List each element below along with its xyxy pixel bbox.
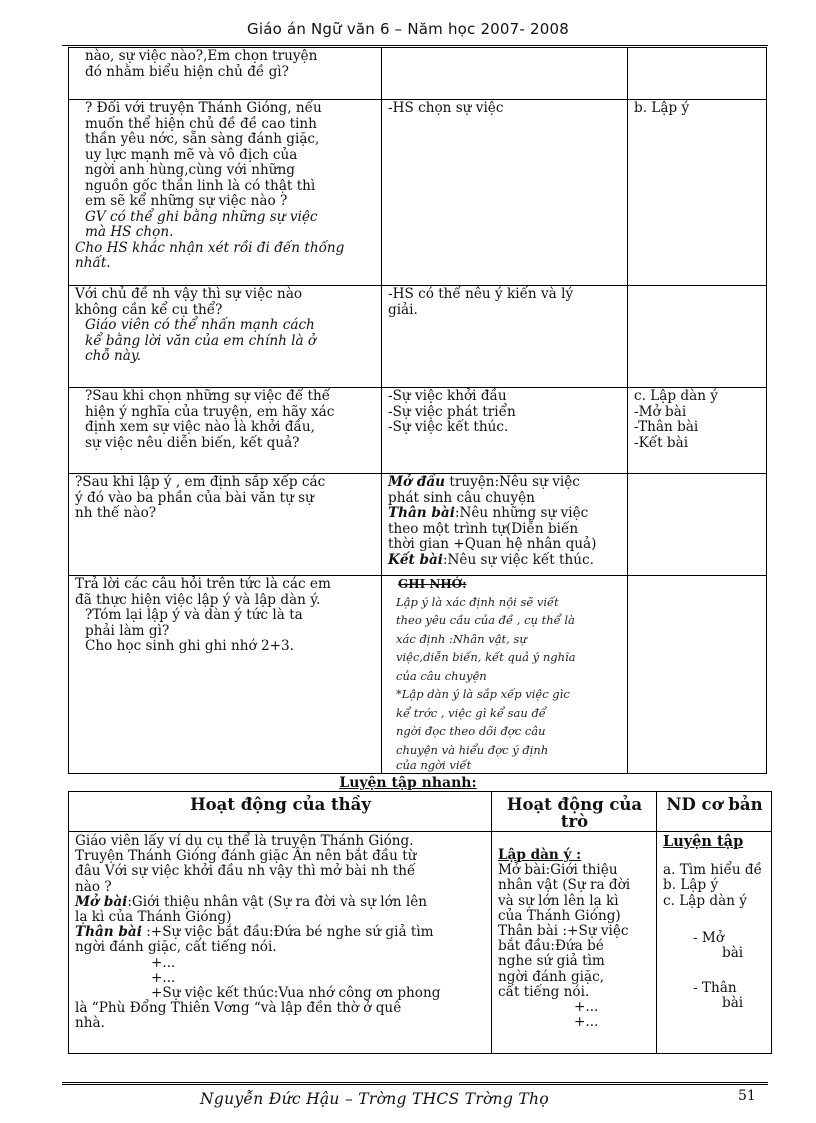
ghi-nho-cell — [382, 576, 628, 774]
header-teacher: Hoạt động của thầy — [69, 792, 492, 832]
text-line: bắt đầu:Đứa bé — [498, 938, 604, 955]
text-line: nhân vật (Sự ra đời — [498, 877, 631, 894]
table-row — [69, 576, 767, 774]
handwritten-line: kể trớc , việc gì kể sau để — [396, 705, 546, 720]
text-line: Truyện Thánh Gióng đánh giặc Ân nên bắt đầu từ — [75, 848, 417, 865]
table-row — [69, 832, 772, 1054]
student-cell — [382, 388, 628, 474]
text-line: lạ kì của Thánh Gióng) — [75, 909, 232, 926]
text-line: a. Tìm hiểu đề — [663, 862, 762, 879]
text-line: muốn thể hiện chủ đề đề cao tinh — [85, 115, 317, 132]
text-line: uy lực mạnh mẽ và vô địch của — [85, 146, 298, 163]
text-line: bài — [722, 945, 744, 962]
text-line: +Sự việc kết thúc:Vua nhớ công ơn phong — [151, 985, 441, 1002]
text-line: đó nhằm biểu hiện chủ đề gì? — [85, 63, 289, 80]
text-line: -Sự việc phát triển — [388, 403, 516, 420]
text-line: ngời anh hùng,cùng với những — [85, 162, 295, 178]
text-line: phát sinh câu chuyện — [388, 489, 535, 506]
table-header-row — [69, 792, 772, 832]
teacher-cell — [69, 832, 492, 1054]
footer-divider — [62, 1082, 768, 1085]
student-cell — [382, 474, 628, 576]
text-line: là “Phù Đổng Thiên Vơng “và lập đền thờ ở quê — [75, 1000, 402, 1017]
lesson-table — [68, 47, 767, 774]
teacher-cell — [69, 474, 382, 576]
content-cell — [628, 286, 767, 388]
text-line: nh thế nào? — [75, 505, 157, 521]
handwritten-line: theo yêu cầu của đề , cụ thể là — [396, 613, 575, 627]
handwritten-line: *Lập dàn ý là sắp xếp việc gìc — [396, 687, 570, 701]
text-line: Giáo viên có thể nhấn mạnh cách — [85, 317, 315, 333]
handwritten-line: chuyện và hiểu đợc ý định — [396, 742, 549, 757]
text-line: GV có thể ghi bằng những sự việc — [85, 208, 318, 225]
text-line: c. Lập dàn ý — [634, 388, 718, 404]
teacher-cell — [69, 100, 382, 286]
text-line: không cần kể cụ thể? — [75, 301, 223, 318]
table-row — [69, 100, 767, 286]
text-line: +... — [151, 954, 176, 971]
page-header: Giáo án Ngữ văn 6 – Năm học 2007- 2008 — [247, 20, 569, 38]
text-line: ?Tóm lại lập ý và dàn ý tức là ta — [85, 607, 303, 623]
mo-dau-label: Mở đầu — [388, 474, 446, 490]
text-line: nào ? — [75, 878, 112, 895]
text-line: -Sự việc khởi đầu — [388, 388, 507, 404]
text-line: Trả lời các câu hỏi trên tức là các em — [75, 576, 331, 592]
text-line: nhà. — [75, 1015, 105, 1032]
text-line: kể bằng lời văn của em chính là ở — [85, 332, 317, 349]
than-bai-label: Thân bài — [388, 505, 455, 521]
teacher-cell — [69, 48, 382, 100]
header-student: Hoạt động của trò — [492, 792, 657, 832]
text-line: ? Đối với truyện Thánh Gióng, nếu — [85, 100, 322, 116]
table-row — [69, 286, 767, 388]
text-line: và sự lớn lên lạ kì — [498, 892, 619, 909]
text-line: Mở bài:Giới thiệu — [498, 862, 618, 879]
handwritten-line: của ngời viết — [396, 758, 472, 772]
content-cell — [628, 48, 767, 100]
text-line: đâu Với sự việc khởi đầu nh vậy thì mở bài nh thế — [75, 863, 416, 880]
header-divider — [62, 45, 768, 46]
content-cell — [628, 100, 767, 286]
handwritten-line: của câu chuyện — [396, 668, 487, 683]
text-line: phải làm gì? — [85, 622, 170, 639]
text-line: - Mở — [693, 929, 725, 946]
page-number: 51 — [738, 1088, 756, 1104]
text-line: -Mở bài — [634, 403, 687, 420]
text-line: +... — [574, 999, 599, 1016]
text-line: :Nêu những sự việc — [454, 505, 589, 521]
text-line: c. Lập dàn ý — [663, 892, 747, 909]
text-line: em sẽ kể những sự việc nào ? — [85, 193, 288, 209]
text-line: :Nêu sự việc kết thúc. — [442, 551, 594, 568]
teacher-cell — [69, 286, 382, 388]
text-line: Thân bài :+Sự việc — [498, 923, 629, 940]
text-line: +... — [574, 1014, 599, 1031]
text-line: sự việc nêu diễn biến, kết quả? — [85, 434, 300, 451]
content-cell — [657, 832, 772, 1054]
header-content: ND cơ bản — [657, 792, 772, 832]
text-line: b. Lập ý — [663, 877, 719, 894]
text-line: định xem sự việc nào là khởi đầu, — [85, 419, 315, 435]
text-line: nghe sứ giả tìm — [498, 953, 605, 970]
text-line: thần yêu nớc, sẵn sàng đánh giặc, — [85, 131, 320, 147]
text-line: bài — [722, 995, 744, 1012]
student-cell — [382, 100, 628, 286]
footer-author: Nguyễn Đức Hậu – Trờng THCS Trờng Thọ — [200, 1090, 549, 1108]
text-line: cất tiếng nói. — [498, 983, 590, 1000]
teacher-cell — [69, 576, 382, 774]
content-cell — [628, 576, 767, 774]
text-line: nhất. — [75, 255, 111, 271]
text-line: đã thực hiện việc lập ý và lập dàn ý. — [75, 591, 321, 608]
text-line: - Thân — [693, 980, 737, 997]
lap-dan-y-title: Lập dàn ý : — [498, 847, 582, 863]
table-row — [69, 474, 767, 576]
table-row — [69, 48, 767, 100]
table-row — [69, 388, 767, 474]
text-line: b. Lập ý — [634, 100, 690, 116]
text-line: -Sự việc kết thúc. — [388, 419, 509, 435]
text-line: ?Sau khi lập ý , em định sắp xếp các — [75, 474, 326, 490]
teacher-cell — [69, 388, 382, 474]
text-line: Cho học sinh ghi ghi nhớ 2+3. — [85, 638, 294, 654]
text-line: Giáo viên lấy ví dụ cụ thể là truyện Thánh Gióng. — [75, 833, 414, 849]
handwritten-line: việc,diễn biến, kết quả ý nghĩa — [396, 650, 576, 664]
text-line: Cho HS khác nhận xét rồi đi đến thống — [75, 239, 345, 256]
text-line: Với chủ đề nh vậy thì sự việc nào — [75, 286, 303, 302]
text-line: -HS chọn sự việc — [388, 100, 504, 116]
text-line: truyện:Nêu sự việc — [445, 474, 580, 490]
ket-bai-label: Kết bài — [388, 551, 443, 568]
text-line: ý đó vào ba phần của bài văn tự sự — [75, 489, 314, 506]
text-line: chỗ này. — [85, 348, 142, 364]
student-cell — [382, 286, 628, 388]
text-line: ngời đánh giặc, cất tiếng nói. — [75, 939, 277, 956]
text-line: -Kết bài — [634, 434, 689, 451]
text-line: thời gian +Quan hệ nhân quả) — [388, 536, 597, 552]
text-line: +... — [151, 969, 176, 986]
text-line: theo một trình tự(Diễn biến — [388, 520, 579, 537]
mo-bai-label: Mở bài — [75, 893, 128, 910]
practice-table — [68, 791, 772, 1054]
ghi-nho-title: GHI NHỚ: — [398, 577, 467, 591]
handwritten-line: xác định :Nhân vật, sự — [396, 631, 527, 646]
handwritten-line: Lập ý là xác định nội sẽ viết — [396, 594, 559, 609]
student-cell — [492, 832, 657, 1054]
text-line: giải. — [388, 301, 418, 318]
luyen-tap-title: Luyện tập — [663, 833, 744, 850]
than-bai-label: Thân bài — [75, 924, 142, 941]
text-line: hiện ý nghĩa của truyện, em hãy xác — [85, 403, 335, 420]
content-cell — [628, 474, 767, 576]
text-line: nguồn gốc thần linh là có thật thì — [85, 177, 316, 194]
handwritten-line: ngời đọc theo dõi đợc câu — [396, 724, 546, 738]
student-cell — [382, 48, 628, 100]
text-line: ?Sau khi chọn những sự việc để thể — [85, 388, 331, 404]
text-line: ngời đánh giặc, — [498, 968, 605, 985]
text-line: :Giới thiệu nhân vật (Sự ra đời và sự lớn lên — [127, 893, 427, 910]
practice-title: Luyện tập nhanh: — [339, 775, 477, 791]
text-line: -HS có thể nêu ý kiến và lý — [388, 286, 574, 302]
text-line: của Thánh Gióng) — [498, 907, 621, 924]
text-line: -Thân bài — [634, 419, 699, 435]
text-line: :+Sự việc bắt đầu:Đứa bé nghe sứ giả tìm — [141, 924, 434, 941]
text-line: mà HS chọn. — [85, 224, 174, 240]
content-cell — [628, 388, 767, 474]
text-line: nào, sự việc nào?,Em chọn truyện — [85, 48, 318, 64]
